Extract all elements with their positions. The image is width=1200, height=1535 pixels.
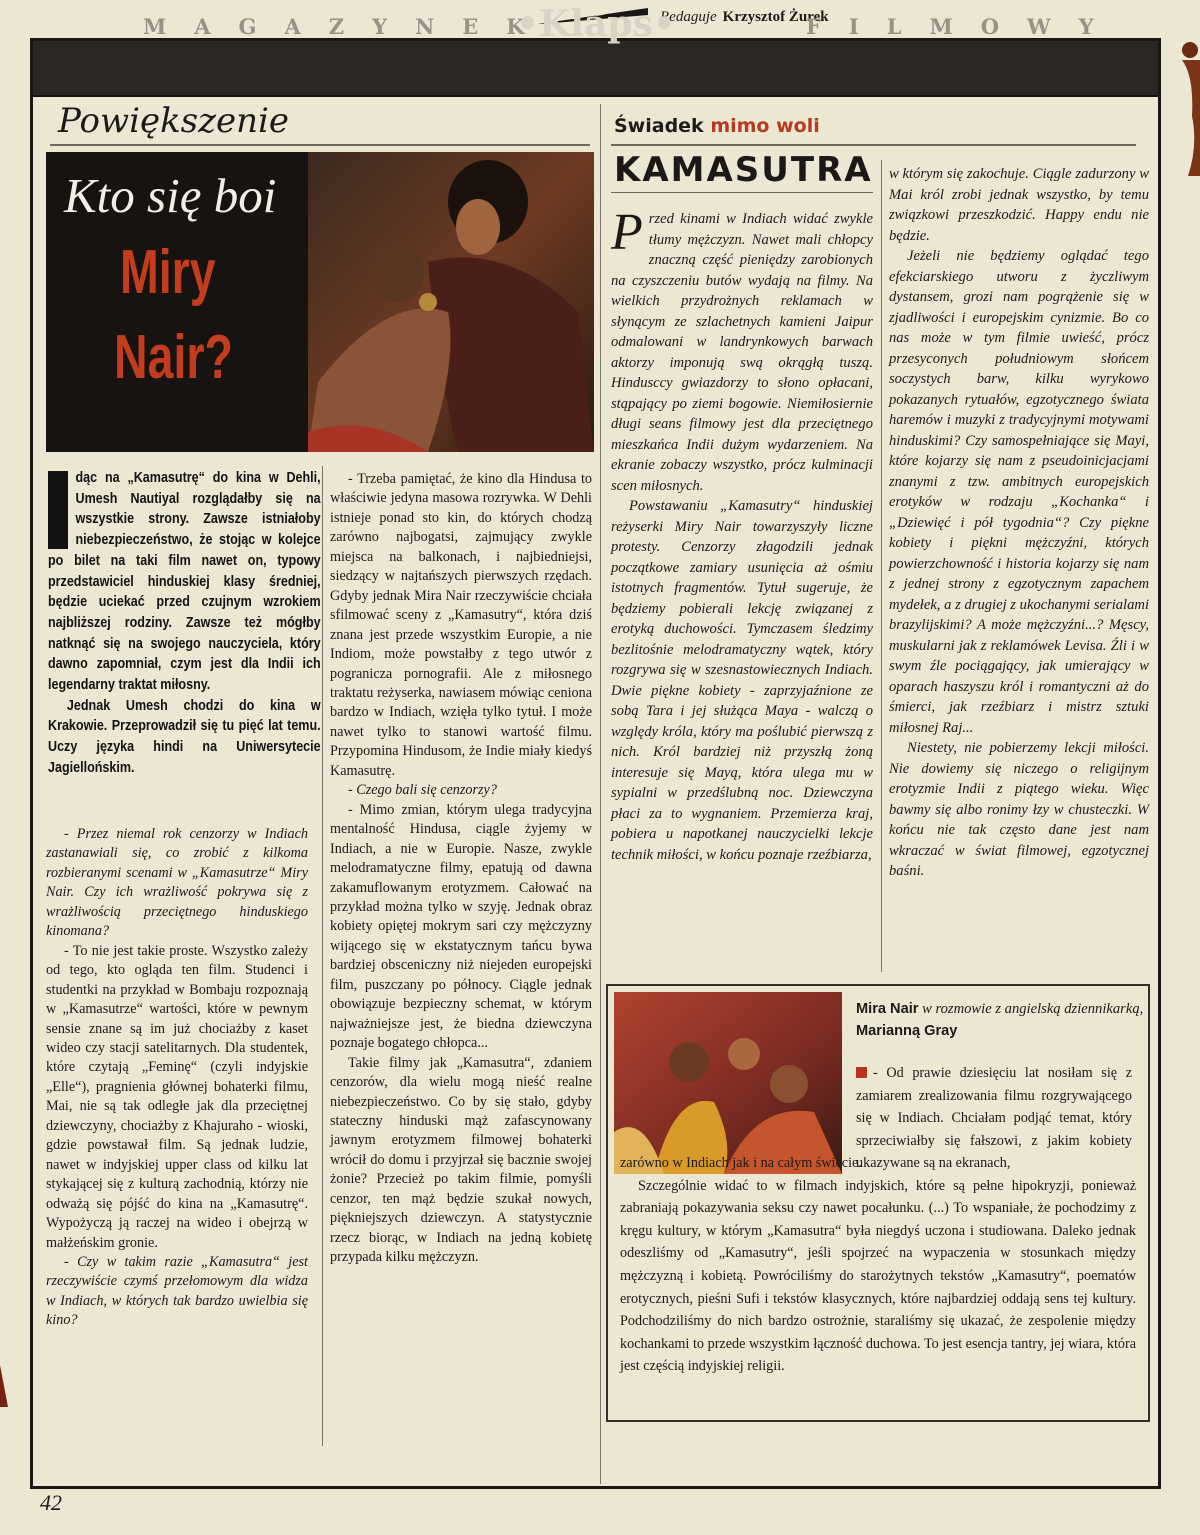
hero-title-line3: Nair? <box>114 323 233 392</box>
question-paragraph: - Przez niemal rok cenzorzy w Indiach zastanawiali się, co zrobić z kilkoma rozbieranymi scenami w „Kamasutrze“ Miry Nair. Czy ich wrażliwość pokrywa się z wrażliwością przeciętnego hinduskiego kinomana? <box>46 826 308 940</box>
col3-body <box>611 204 873 865</box>
section-title-part2: mimo woli <box>710 115 820 137</box>
interview-body <box>620 1152 1136 1378</box>
body-paragraph: Takie filmy jak „Kamasutra“, zdaniem cenzorów, dla wielu mogą nieść realne niebezpieczeństwo. Co by się stało, gdyby stateczny hinduski mąż zafascynowany jawnym erotyzmem filmowej bohaterki wrócił do domu i przyjrzał się bacznie swojej żonie? Przecież po takim filmie, pomyśli cenzor, ten mąż będzie szukał nowych, piękniejszych dziewczyn. A statystycznie rzecz biorąc, w Indiach na jedną kobietę przypada kilku mężczyzn. <box>330 1054 592 1266</box>
article-headline: KAMASUTRA <box>614 150 873 190</box>
hero-title-line1: Kto się boi <box>64 168 277 223</box>
answer-paragraph: - Trzeba pamiętać, że kino dla Hindusa to właściwie jedyna masowa rozrywka. W Dehli istnieje ponad sto kin, do których chodzą zarówno najbogatsi, zajmujący zwykle miejsca na balkonach, i najbiedniejsi, siedzący w najtańszych pierwszych rzędach. Gdyby jednak Mira Nair rzeczywiście chciała sfilmować sceny z „Kamasutry“, która dziś znana jest przede wszystkim Europie, a nie Indiom, może powstałby z tego utwór z pogranicza pornografii. Ale z miłosnego traktatu reżyserka, nawiasem mówiąc ceniona bardzo w Indiach, wzięła tylko tytuł. I może nawet tylko to stanowi wartość filmu. Przypomina Hindusom, że Indie miały kiedyś Kamasutrę. <box>330 471 592 779</box>
page-edge-mark <box>0 1365 10 1407</box>
lead-text <box>48 468 321 779</box>
editor-name: Krzysztof Żurek <box>722 9 829 25</box>
question-paragraph: - Czego bali się cenzorzy? <box>348 782 497 799</box>
film-still-couple-photo <box>308 152 594 452</box>
col1-body <box>46 825 308 1331</box>
body-paragraph: w którym się zakochuje. Ciągle zadurzony w Mai król zrobi jednak wszystko, by temu związkowi przeszkodzić. Happy endu nie będzie. <box>889 166 1149 244</box>
editor-credit <box>660 9 829 26</box>
body-paragraph: Powstawaniu „Kamasutry“ hinduskiej reżyserki Miry Nair towarzyszyły liczne protesty. Cenzorzy złagodzili jednak początkowe zamiary usunięcia aż ośmiu istotnych fragmentów. Tytuł sugeruje, że będziemy pobierali lekcję związanej z erotyką duchowości. Tymczasem śledzimy bezlitośnie melodramatyczny wątek, który rozgrywa się w szesnastowiecznych Indiach. Dwie piękne kobiety - zaprzyjaźnione ze sobą Tara i jej służąca Maya - walczą o względy króla, który ma poślubić pierwszą z nich. Król bardziej niż przyszłą żoną interesuje się Mayą, która ulega mu w sypialni w przedślubną noc. Dziewczyna płaci za to wygnaniem. Przemierza kraj, pobiera u napotkanej nauczycielki lekcje technik miłości, w końcu poznaje rzeźbiarza, <box>611 498 873 863</box>
body-paragraph: Niestety, nie pobierzemy lekcji miłości. Nie dowiemy się niczego o religijnym erotyzmie Indii z piątego wieku. Więc bawmy się albo ronimy łzy w chusteczki. W końcu nie tak często dane jest nam wkraczać w świat filmowej, egzotycznej baśni. <box>889 740 1149 879</box>
section-divider <box>600 104 601 1484</box>
magazine-banner <box>33 41 1158 97</box>
page-number: 42 <box>40 1490 62 1515</box>
banner-right-word: FILMOWY <box>806 14 1122 39</box>
divider <box>611 192 873 193</box>
banner-left-word: MAGAZYNEK <box>143 14 553 39</box>
banner-title: •Klaps• <box>516 3 676 45</box>
column-divider <box>881 160 882 972</box>
body-paragraph: Jeżeli nie będziemy oglądać tego efekciarskiego utworu z życzliwym dystansem, grozi nam pogrążenie się w zjadliwości i europejskim cynizmie. Bo co nas może w tym filmie uwieść, prócz przesyconych południowym słońcem soczystych barw, kilku wyrykowo pokazanych rytuałów, egzotycznego świata haremów i muzyki z tradycyjnymi motywami hinduskimi? Czy samospełniające się Mayi, które kojarzy się nam z pseudoinicjacjami znanymi z tzw. ambitnych europejskich erotyków w rodzaju „Kochanka“ i „Dziewięć i pół tygodnia“? Czy piękne kobiety i piękni mężczyźni, których powierzchowność i historia kojarzy się nam z jednej strony z egzotycznym zapachem mydełek, a z drugiej z ukochanymi serialami brazylijskimi? A może mężczyźni...? Męscy, muskularni jak z reklamówek Levisa. Źli i w swym źle pociągający, jak umierający w oparach haszyszu król i romantyczni aż do śmierci, jak rzeźbiarz i mistrz sztuki miłosnej Raj... <box>889 248 1149 736</box>
col1-lead <box>48 468 320 779</box>
body-paragraph: rzed kinami w Indiach widać zwykle tłumy mężczyzn. Nawet mali chłopcy znaczną część pieniędzy zarobionych na czyszczeniu butów wydają na filmy. Na wielkich przydrożnych reklamach w słynącym ze szlachetnych kamieni Jaipur odmalowani w landrynkowych barwach aktorzy imponują swą okrągłą tuszą. Hindusccy gwiazdorzy to słono opłacani, stąpający po ziemi bogowie. Niemiłosiernie długi seans filmowy jest dla przeciętnego mieszkańca Indii dużym wydarzeniem. Na ekranie zobaczy wszystko, prócz kulminacji scen miłosnych. <box>611 211 873 494</box>
col2-body <box>330 470 592 1268</box>
interview-text: zarówno w Indiach jak i na całym świecie. <box>620 1155 862 1171</box>
editor-prefix: Redaguje <box>660 9 717 25</box>
hero-title-line2: Miry <box>120 238 216 307</box>
figure-silhouette-icon <box>1172 36 1200 176</box>
section-title-part1: Świadek <box>614 115 711 137</box>
interview-intro: w rozmowie z angielską dziennikarką, <box>918 1001 1144 1017</box>
interview-text: - Od prawie dziesięciu lat nosiłam się z zamiarem zrealizowania filmu rozgrywającego się w Indiach. Chciałam podjąć temat, który sprzeciwiałby się fałszowi, z jakim kobiety ukazywane są na ekranach, <box>856 1065 1132 1172</box>
divider <box>50 144 590 146</box>
question-paragraph: - Czy w takim razie „Kamasutra“ jest rzeczywiście czymś przełomowym dla widza w Indiach, w których tak bardzo uwielbia się kino? <box>46 1253 308 1329</box>
section-label: Powiększenie <box>58 101 290 141</box>
section-title <box>614 115 820 137</box>
lead-paragraph-2: Jednak Umesh chodzi do kina w Krakowie. Przeprowadził się tu pięć lat temu. Uczy języka hindi na Uniwersytecie Jagiellońskim. <box>48 697 321 776</box>
film-still-women-photo <box>614 992 842 1174</box>
answer-paragraph: - Mimo zmian, którym ulega tradycyjna mentalność Hindusa, ciągle żyjemy w Indiach, a nie w Europie. Nasze, zwykle melodramatyczne filmy, epatują od dawna zakamuflowanym erotyzmem. Całować na przykład można tylko w szyję. Jednak obraz kobiety opiętej mokrym sari czy mężczyzny wijącego się w ekstatycznym tańcu bywa bardziej obsceniczny niż niejeden europejski film, puszczany po północy. Ciągle jednak obowiązuje bezpieczny schemat, w którym najważniejsze jest, że biedna dziewczyna poznaje bogatego chłopca... <box>330 801 592 1052</box>
interview-heading <box>856 998 1146 1042</box>
divider <box>611 144 1136 146</box>
red-square-marker <box>856 1067 867 1078</box>
interviewee-name: Mira Nair <box>856 1001 919 1017</box>
col4-body <box>889 164 1149 882</box>
lead-paragraph-1: dąc na „Kamasutrę“ do kina w Dehli, Umesh Nautiyal rozglądałby się na wszystkie strony. Zawsze istniałoby niebezpieczeństwo, że stojąc w kolejce po bilet na taki film nawet on, typowy przedstawiciel hinduskiej klasy średniej, będzie uciekać przed czujnym wzrokiem najbliższej rodziny. Zawsze też mógłby natknąć się na swojego nauczyciela, który dawno zapomniał, czym jest dla Indii ich legendarny traktat miłosny. <box>48 470 321 694</box>
column-divider <box>322 466 323 1446</box>
answer-paragraph: - To nie jest takie proste. Wszystko zależy od tego, kto ogląda ten film. Studenci i studentki na przykład w Bombaju rozpoznają w „Kamasutrze“ wartości, które w pewnym sensie znane są im już chociażby z kaset wideo czy stacji satelitarnych. Dla studentek, które czytają „Feminę“ (czyli indyjskie „Elle“), pragnienia głównej bohaterki filmu, Mai, nie są tak odległe jak dla przeciętnej dziewczyny, chociażby z Khajuraho - wioski, gdzie powstawał film. Są jednak ludzie, nawet w indyjskiej upper class od kilku lat stykającej się z kulturą zachodnią, którzy nie odważą się pójść do kina na „Kamasutrę“. Wypożyczą ją raczej na wideo i obejrzą w małżeńskim gronie. <box>46 942 308 1251</box>
dropcap-letter: P <box>611 204 643 261</box>
interview-text: Szczególnie widać to w filmach indyjskich, które są pełne hipokryzji, ponieważ zabraniają pokazywania seksu czy nawet pocałunku. (...) To wspaniałe, że pochodzimy z kręgu kultury, w którym „Kamasutra“ była niegdyś uczona i studiowana. Daleko jednak odeszliśmy od „Kamasutry“, jeśli spojrzeć na wypaczenia w stosunkach między mężczyzną i kobietą. Powróciliśmy do starożytnych tekstów „Kamasutry“, poematów erotycznych, pieśni Sufi i tekstów klasycznych, które najbardziej oddają sens tej kultury. Podchodziliśmy do nich bardzo ostrożnie, staraliśmy się ukazać, że zespolenie między kochankami to przede wszystkim łączność duchowa. To jest esencja tantry, jej wiara, która jest częścią indyjskiej religii. <box>620 1177 1136 1375</box>
journalist-name: Marianną Gray <box>856 1023 958 1039</box>
